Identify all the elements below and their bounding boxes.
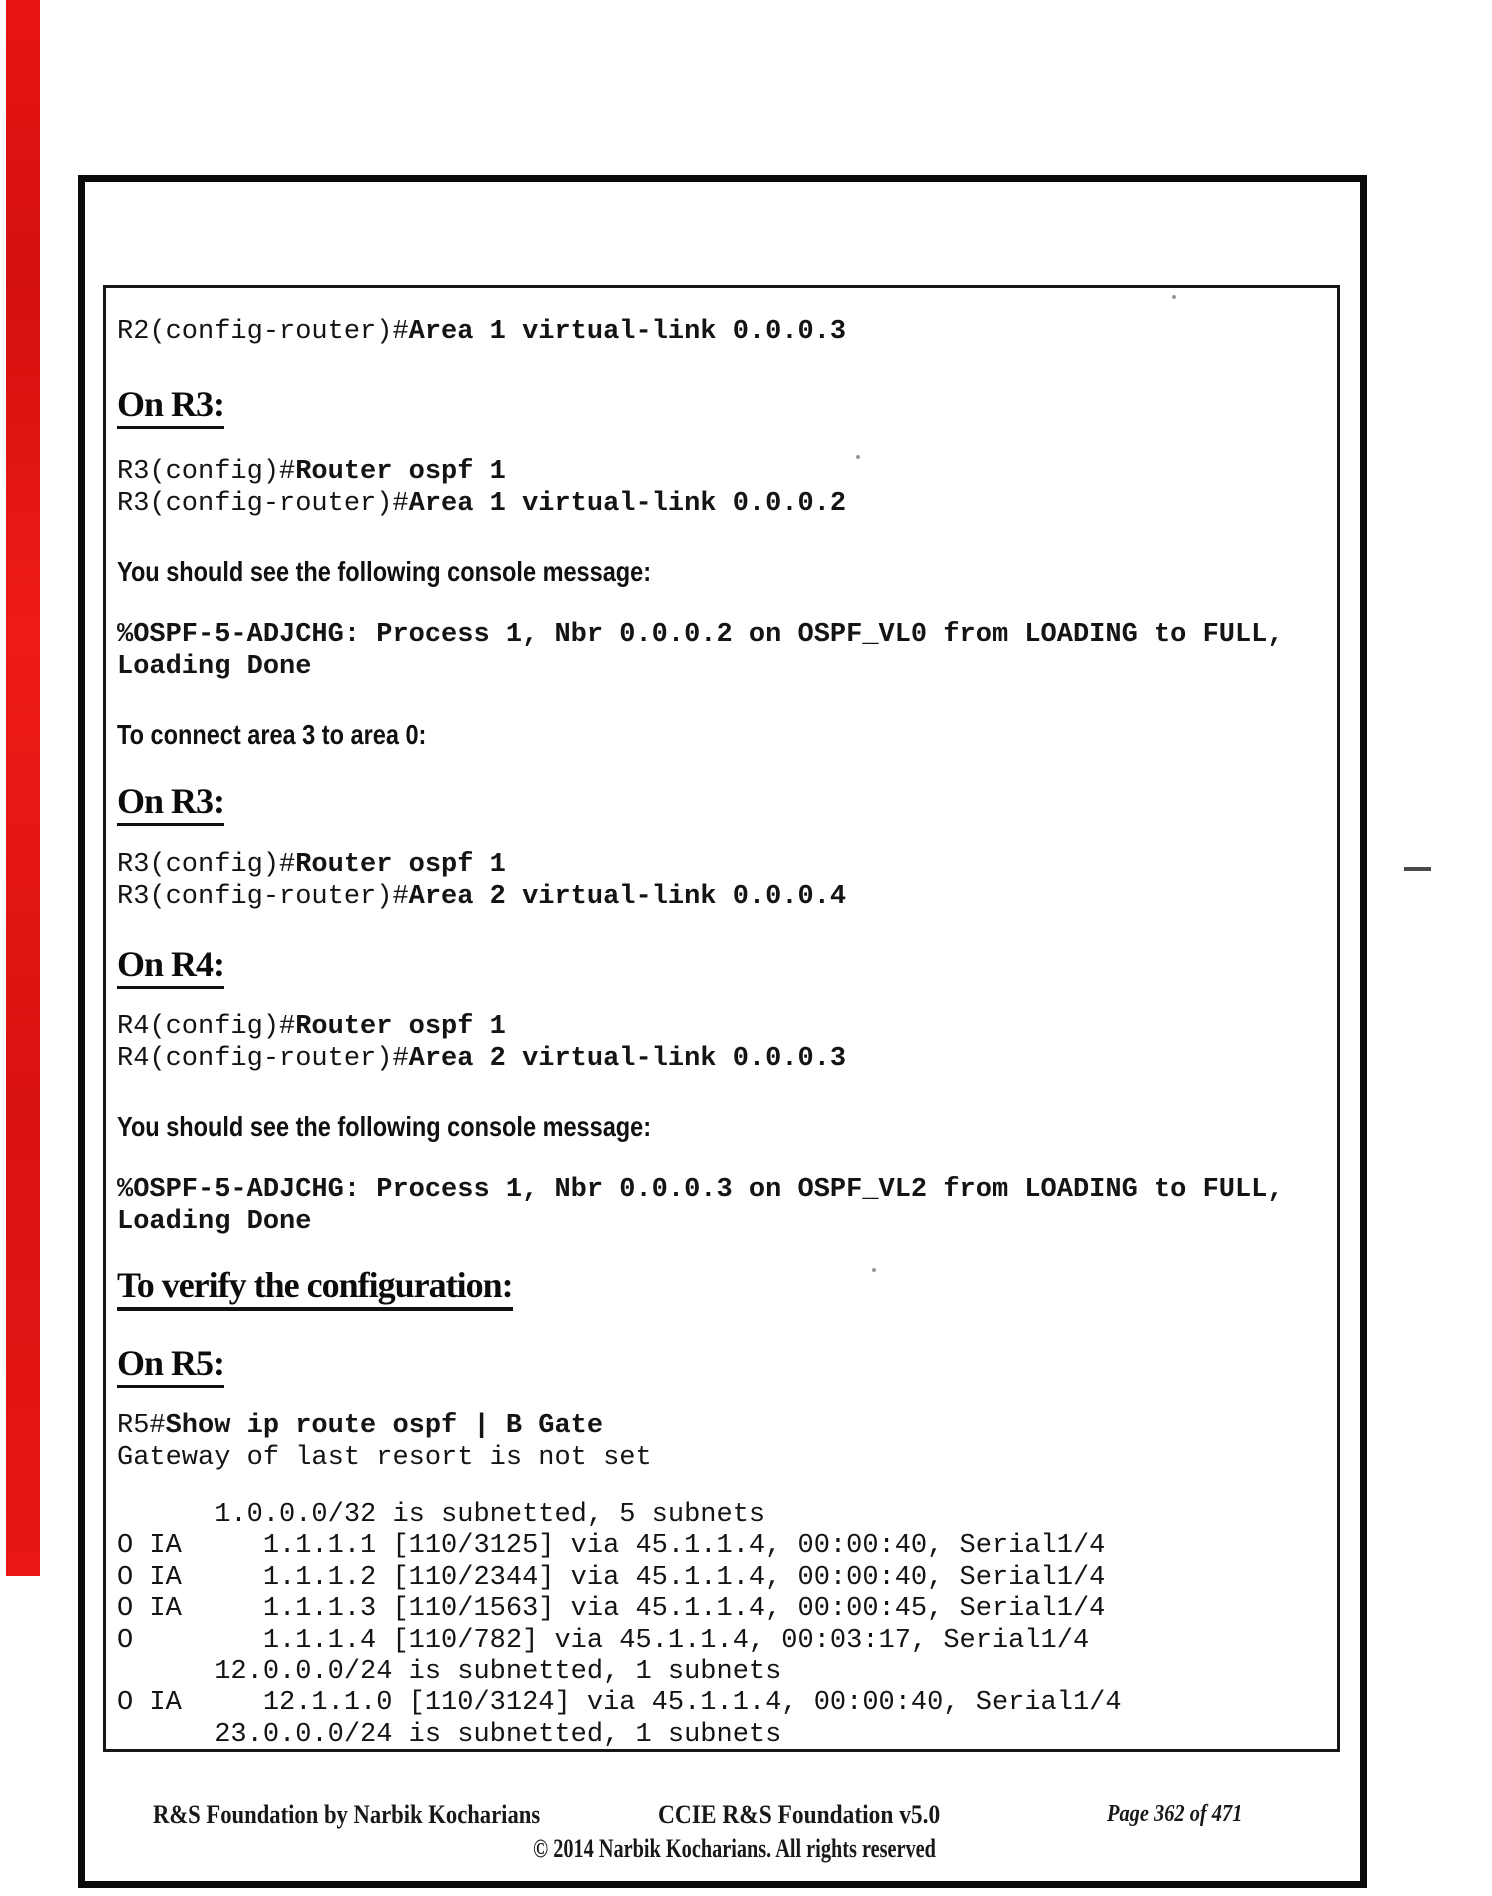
stray-dash-mark: [1404, 867, 1431, 871]
red-edge-bar: [6, 0, 40, 1576]
cli-line-r3-area1-vl: [117, 488, 846, 520]
cli-line-r4-area2-vl: [117, 1043, 846, 1075]
cli-line-r3-area2-vl: [117, 881, 846, 913]
cli-prompt: R3(config)#: [117, 850, 296, 880]
footer-page-number: Page 362 of 471: [1107, 1801, 1243, 1827]
heading-on-r3-first: On R3:: [117, 385, 224, 429]
cli-command: Router ospf 1: [295, 457, 506, 487]
route-line: O IA 12.1.1.0 [110/3124] via 45.1.1.4, 00:00:40, Serial1/4: [117, 1688, 1122, 1719]
cli-prompt: R3(config-router)#: [117, 882, 409, 912]
route-line: 1.0.0.0/32 is subnetted, 5 subnets: [117, 1500, 766, 1530]
heading-verify-configuration: To verify the configuration:: [117, 1266, 513, 1311]
scan-speck: [872, 1268, 876, 1272]
cli-prompt: R3(config-router)#: [117, 489, 409, 519]
ospf-adjchg-message-2-line2: Loading Done: [117, 1207, 312, 1237]
route-line: 23.0.0.0/24 is subnetted, 1 subnets: [117, 1719, 782, 1750]
ospf-adjchg-message-1-line2: Loading Done: [117, 652, 312, 682]
cli-line-r3-router-ospf-a: [117, 456, 506, 488]
cli-command: Area 1 virtual-link 0.0.0.2: [408, 489, 847, 519]
cli-line-r4-router-ospf: [117, 1011, 506, 1043]
heading-on-r3-second: On R3:: [117, 782, 224, 826]
ospf-adjchg-message-1-line1: %OSPF-5-ADJCHG: Process 1, Nbr 0.0.0.2 on OSPF_VL0 from LOADING to FULL,: [117, 620, 1284, 650]
gateway-line: Gateway of last resort is not set: [117, 1443, 652, 1473]
cli-command: Area 2 virtual-link 0.0.0.4: [408, 882, 847, 912]
heading-on-r5: On R5:: [117, 1344, 224, 1388]
note-connect-area3: To connect area 3 to area 0:: [117, 719, 427, 750]
route-line: 12.0.0.0/24 is subnetted, 1 subnets: [117, 1657, 782, 1688]
cli-command: Router ospf 1: [295, 850, 506, 880]
cli-line-r5-show: [117, 1410, 603, 1442]
route-line: O IA 1.1.1.3 [110/1563] via 45.1.1.4, 00:00:45, Serial1/4: [117, 1594, 1106, 1625]
heading-on-r4: On R4:: [117, 945, 224, 989]
scan-speck: [856, 455, 860, 459]
cli-line-r2-area1-vl: [117, 316, 846, 348]
footer-copyright: © 2014 Narbik Kocharians. All rights reserved: [533, 1834, 936, 1863]
route-line: O 1.1.1.4 [110/782] via 45.1.1.4, 00:03:17, Serial1/4: [117, 1625, 1090, 1656]
cli-prompt: R5#: [117, 1411, 166, 1441]
cli-command: Area 2 virtual-link 0.0.0.3: [408, 1044, 847, 1074]
note-console-message-1: You should see the following console message:: [117, 556, 652, 587]
route-line: O IA 1.1.1.2 [110/2344] via 45.1.1.4, 00:00:40, Serial1/4: [117, 1562, 1106, 1593]
footer-book-title: R&S Foundation by Narbik Kocharians: [153, 1800, 541, 1829]
cli-prompt: R3(config)#: [117, 457, 296, 487]
route-table: [117, 1500, 1122, 1751]
cli-command: Show ip route ospf | B Gate: [165, 1411, 604, 1441]
ospf-adjchg-message-2-line1: %OSPF-5-ADJCHG: Process 1, Nbr 0.0.0.3 on OSPF_VL2 from LOADING to FULL,: [117, 1175, 1284, 1205]
scan-speck: [1172, 295, 1176, 299]
cli-command: Router ospf 1: [295, 1012, 506, 1042]
cli-prompt: R4(config-router)#: [117, 1044, 409, 1074]
footer-course-title: CCIE R&S Foundation v5.0: [658, 1800, 941, 1829]
cli-prompt: R2(config-router)#: [117, 317, 409, 347]
cli-prompt: R4(config)#: [117, 1012, 296, 1042]
route-line: O IA 1.1.1.1 [110/3125] via 45.1.1.4, 00:00:40, Serial1/4: [117, 1531, 1106, 1562]
cli-line-r3-router-ospf-b: [117, 849, 506, 881]
note-console-message-2: You should see the following console message:: [117, 1111, 652, 1142]
cli-command: Area 1 virtual-link 0.0.0.3: [408, 317, 847, 347]
